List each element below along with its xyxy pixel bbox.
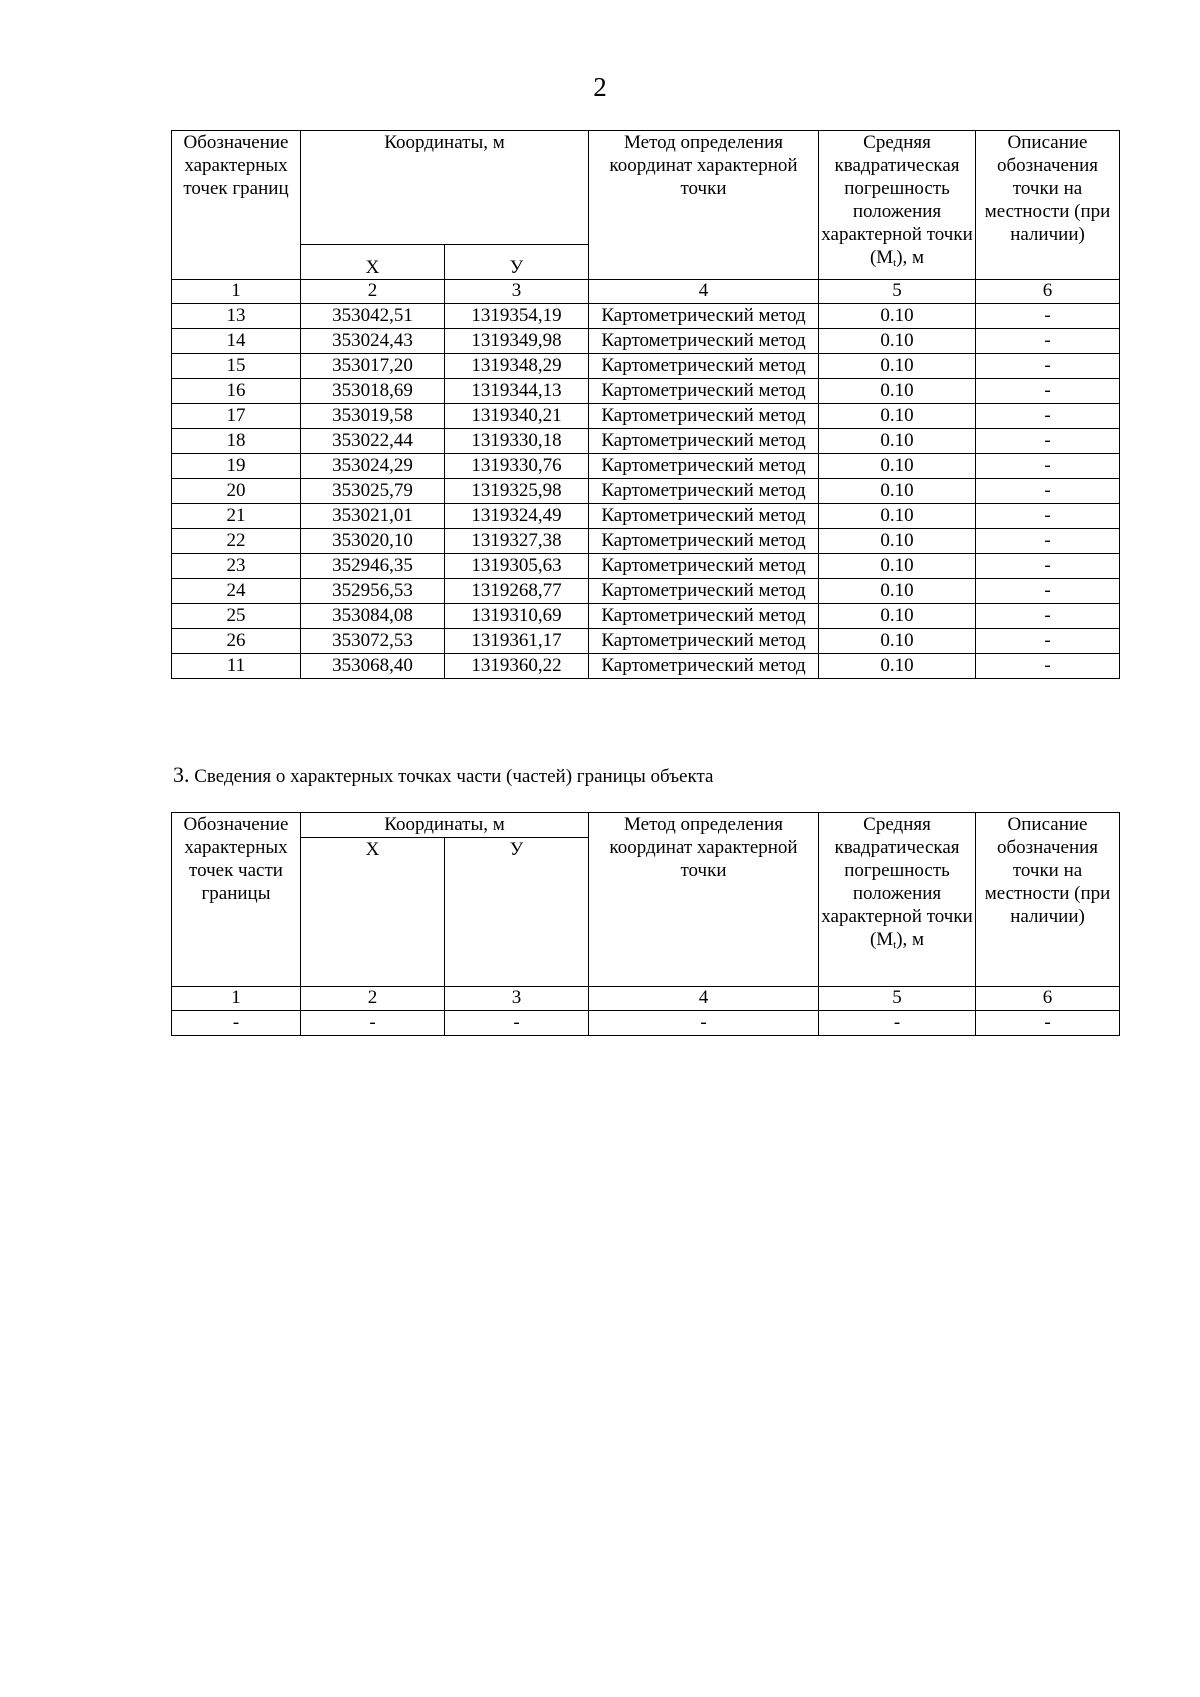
- table-row: [172, 354, 1120, 379]
- header-error-prefix: Средняя квадратическая погрешность положения характерной точки (М: [821, 814, 973, 950]
- header-x: Х: [301, 838, 445, 987]
- description-cell: -: [976, 1011, 1120, 1036]
- header-error-prefix: Средняя квадратическая погрешность положения характерной точки (М: [821, 132, 973, 268]
- table-row: [172, 304, 1120, 329]
- method-cell: Картометрический метод: [589, 554, 819, 579]
- error-cell: 0.10: [819, 479, 976, 504]
- y-coordinate-cell: 1319330,18: [445, 429, 589, 454]
- column-number: 2: [301, 987, 445, 1011]
- y-coordinate-cell: 1319330,76: [445, 454, 589, 479]
- point-id-cell: 19: [172, 454, 301, 479]
- table-row: [172, 629, 1120, 654]
- point-id-cell: 17: [172, 404, 301, 429]
- column-number-row: [172, 987, 1120, 1011]
- x-coordinate-cell: 353022,44: [301, 429, 445, 454]
- x-coordinate-cell: 352946,35: [301, 554, 445, 579]
- y-coordinate-cell: 1319268,77: [445, 579, 589, 604]
- error-cell: 0.10: [819, 429, 976, 454]
- y-coordinate-cell: 1319354,19: [445, 304, 589, 329]
- point-id-cell: -: [172, 1011, 301, 1036]
- x-coordinate-cell: 353068,40: [301, 654, 445, 679]
- point-id-cell: 23: [172, 554, 301, 579]
- method-cell: -: [589, 1011, 819, 1036]
- column-number: 6: [976, 987, 1120, 1011]
- column-number: 3: [445, 280, 589, 304]
- header-method: Метод определения координат характерной точки: [589, 813, 819, 987]
- header-designation: Обозначение характерных точек части границы: [172, 813, 301, 987]
- table-row: [172, 379, 1120, 404]
- header-coordinates: Координаты, м: [301, 813, 589, 838]
- method-cell: Картометрический метод: [589, 379, 819, 404]
- point-id-cell: 25: [172, 604, 301, 629]
- point-id-cell: 16: [172, 379, 301, 404]
- description-cell: -: [976, 479, 1120, 504]
- table-row: [172, 329, 1120, 354]
- column-number: 4: [589, 280, 819, 304]
- column-number: 1: [172, 280, 301, 304]
- method-cell: Картометрический метод: [589, 529, 819, 554]
- x-coordinate-cell: 353024,29: [301, 454, 445, 479]
- description-cell: -: [976, 529, 1120, 554]
- table-row: [172, 579, 1120, 604]
- x-coordinate-cell: 353025,79: [301, 479, 445, 504]
- y-coordinate-cell: 1319305,63: [445, 554, 589, 579]
- method-cell: Картометрический метод: [589, 454, 819, 479]
- method-cell: Картометрический метод: [589, 329, 819, 354]
- error-cell: 0.10: [819, 304, 976, 329]
- error-cell: 0.10: [819, 504, 976, 529]
- x-coordinate-cell: 353042,51: [301, 304, 445, 329]
- x-coordinate-cell: 353020,10: [301, 529, 445, 554]
- y-coordinate-cell: 1319324,49: [445, 504, 589, 529]
- description-cell: -: [976, 379, 1120, 404]
- table1-body: [172, 280, 1120, 679]
- table-row: [172, 1011, 1120, 1036]
- method-cell: Картометрический метод: [589, 404, 819, 429]
- table-row: [172, 454, 1120, 479]
- point-id-cell: 15: [172, 354, 301, 379]
- error-cell: 0.10: [819, 579, 976, 604]
- description-cell: -: [976, 304, 1120, 329]
- header-error-sub: t: [893, 257, 897, 269]
- header-error: [819, 131, 976, 280]
- table-row: [172, 504, 1120, 529]
- x-coordinate-cell: 353017,20: [301, 354, 445, 379]
- point-id-cell: 14: [172, 329, 301, 354]
- description-cell: -: [976, 604, 1120, 629]
- y-coordinate-cell: 1319344,13: [445, 379, 589, 404]
- column-number: 2: [301, 280, 445, 304]
- x-coordinate-cell: 353072,53: [301, 629, 445, 654]
- point-id-cell: 13: [172, 304, 301, 329]
- header-error-sub: t: [893, 939, 897, 951]
- error-cell: 0.10: [819, 629, 976, 654]
- section-3-heading: [173, 763, 713, 789]
- x-coordinate-cell: 352956,53: [301, 579, 445, 604]
- table-row: [172, 654, 1120, 679]
- column-number: 4: [589, 987, 819, 1011]
- description-cell: -: [976, 654, 1120, 679]
- table-row: [172, 404, 1120, 429]
- point-id-cell: 11: [172, 654, 301, 679]
- description-cell: -: [976, 329, 1120, 354]
- section-title: Сведения о характерных точках части (частей) границы объекта: [194, 766, 714, 787]
- x-coordinate-cell: 353018,69: [301, 379, 445, 404]
- header-y: У: [445, 838, 589, 987]
- description-cell: -: [976, 554, 1120, 579]
- x-coordinate-cell: 353021,01: [301, 504, 445, 529]
- error-cell: 0.10: [819, 604, 976, 629]
- column-number-row: [172, 280, 1120, 304]
- method-cell: Картометрический метод: [589, 304, 819, 329]
- method-cell: Картометрический метод: [589, 604, 819, 629]
- table-row: [172, 429, 1120, 454]
- x-coordinate-cell: 353084,08: [301, 604, 445, 629]
- x-coordinate-cell: 353019,58: [301, 404, 445, 429]
- x-coordinate-cell: -: [301, 1011, 445, 1036]
- y-coordinate-cell: 1319327,38: [445, 529, 589, 554]
- table-row: [172, 479, 1120, 504]
- y-coordinate-cell: 1319325,98: [445, 479, 589, 504]
- header-method: Метод определения координат характерной точки: [589, 131, 819, 280]
- error-cell: 0.10: [819, 654, 976, 679]
- boundary-points-table: [171, 130, 1120, 679]
- method-cell: Картометрический метод: [589, 654, 819, 679]
- y-coordinate-cell: 1319310,69: [445, 604, 589, 629]
- table-row: [172, 529, 1120, 554]
- y-coordinate-cell: 1319360,22: [445, 654, 589, 679]
- table2-body: [172, 987, 1120, 1036]
- description-cell: -: [976, 354, 1120, 379]
- point-id-cell: 21: [172, 504, 301, 529]
- method-cell: Картометрический метод: [589, 479, 819, 504]
- description-cell: -: [976, 404, 1120, 429]
- header-error-suffix: ), м: [896, 247, 925, 268]
- header-description: Описание обозначения точки на местности (при наличии): [976, 813, 1120, 987]
- error-cell: 0.10: [819, 404, 976, 429]
- y-coordinate-cell: 1319348,29: [445, 354, 589, 379]
- point-id-cell: 22: [172, 529, 301, 554]
- page-number: 2: [593, 72, 607, 102]
- column-number: 5: [819, 987, 976, 1011]
- method-cell: Картометрический метод: [589, 629, 819, 654]
- y-coordinate-cell: 1319361,17: [445, 629, 589, 654]
- header-description: Описание обозначения точки на местности (при наличии): [976, 131, 1120, 280]
- header-coordinates: Координаты, м: [301, 131, 589, 245]
- column-number: 3: [445, 987, 589, 1011]
- error-cell: 0.10: [819, 529, 976, 554]
- header-error-suffix: ), м: [896, 929, 925, 950]
- table-row: [172, 604, 1120, 629]
- method-cell: Картометрический метод: [589, 429, 819, 454]
- method-cell: Картометрический метод: [589, 504, 819, 529]
- header-designation: Обозначение характерных точек границ: [172, 131, 301, 280]
- error-cell: 0.10: [819, 454, 976, 479]
- point-id-cell: 18: [172, 429, 301, 454]
- description-cell: -: [976, 579, 1120, 604]
- column-number: 6: [976, 280, 1120, 304]
- description-cell: -: [976, 429, 1120, 454]
- point-id-cell: 20: [172, 479, 301, 504]
- header-y: У: [445, 245, 589, 280]
- boundary-part-points-table: [171, 812, 1120, 1036]
- x-coordinate-cell: 353024,43: [301, 329, 445, 354]
- column-number: 1: [172, 987, 301, 1011]
- point-id-cell: 24: [172, 579, 301, 604]
- error-cell: -: [819, 1011, 976, 1036]
- description-cell: -: [976, 504, 1120, 529]
- error-cell: 0.10: [819, 554, 976, 579]
- table-row: [172, 554, 1120, 579]
- method-cell: Картометрический метод: [589, 354, 819, 379]
- column-number: 5: [819, 280, 976, 304]
- header-error: [819, 813, 976, 987]
- section-number: 3.: [173, 762, 190, 787]
- header-x: Х: [301, 245, 445, 280]
- y-coordinate-cell: -: [445, 1011, 589, 1036]
- y-coordinate-cell: 1319349,98: [445, 329, 589, 354]
- error-cell: 0.10: [819, 329, 976, 354]
- description-cell: -: [976, 629, 1120, 654]
- y-coordinate-cell: 1319340,21: [445, 404, 589, 429]
- error-cell: 0.10: [819, 379, 976, 404]
- method-cell: Картометрический метод: [589, 579, 819, 604]
- error-cell: 0.10: [819, 354, 976, 379]
- description-cell: -: [976, 454, 1120, 479]
- point-id-cell: 26: [172, 629, 301, 654]
